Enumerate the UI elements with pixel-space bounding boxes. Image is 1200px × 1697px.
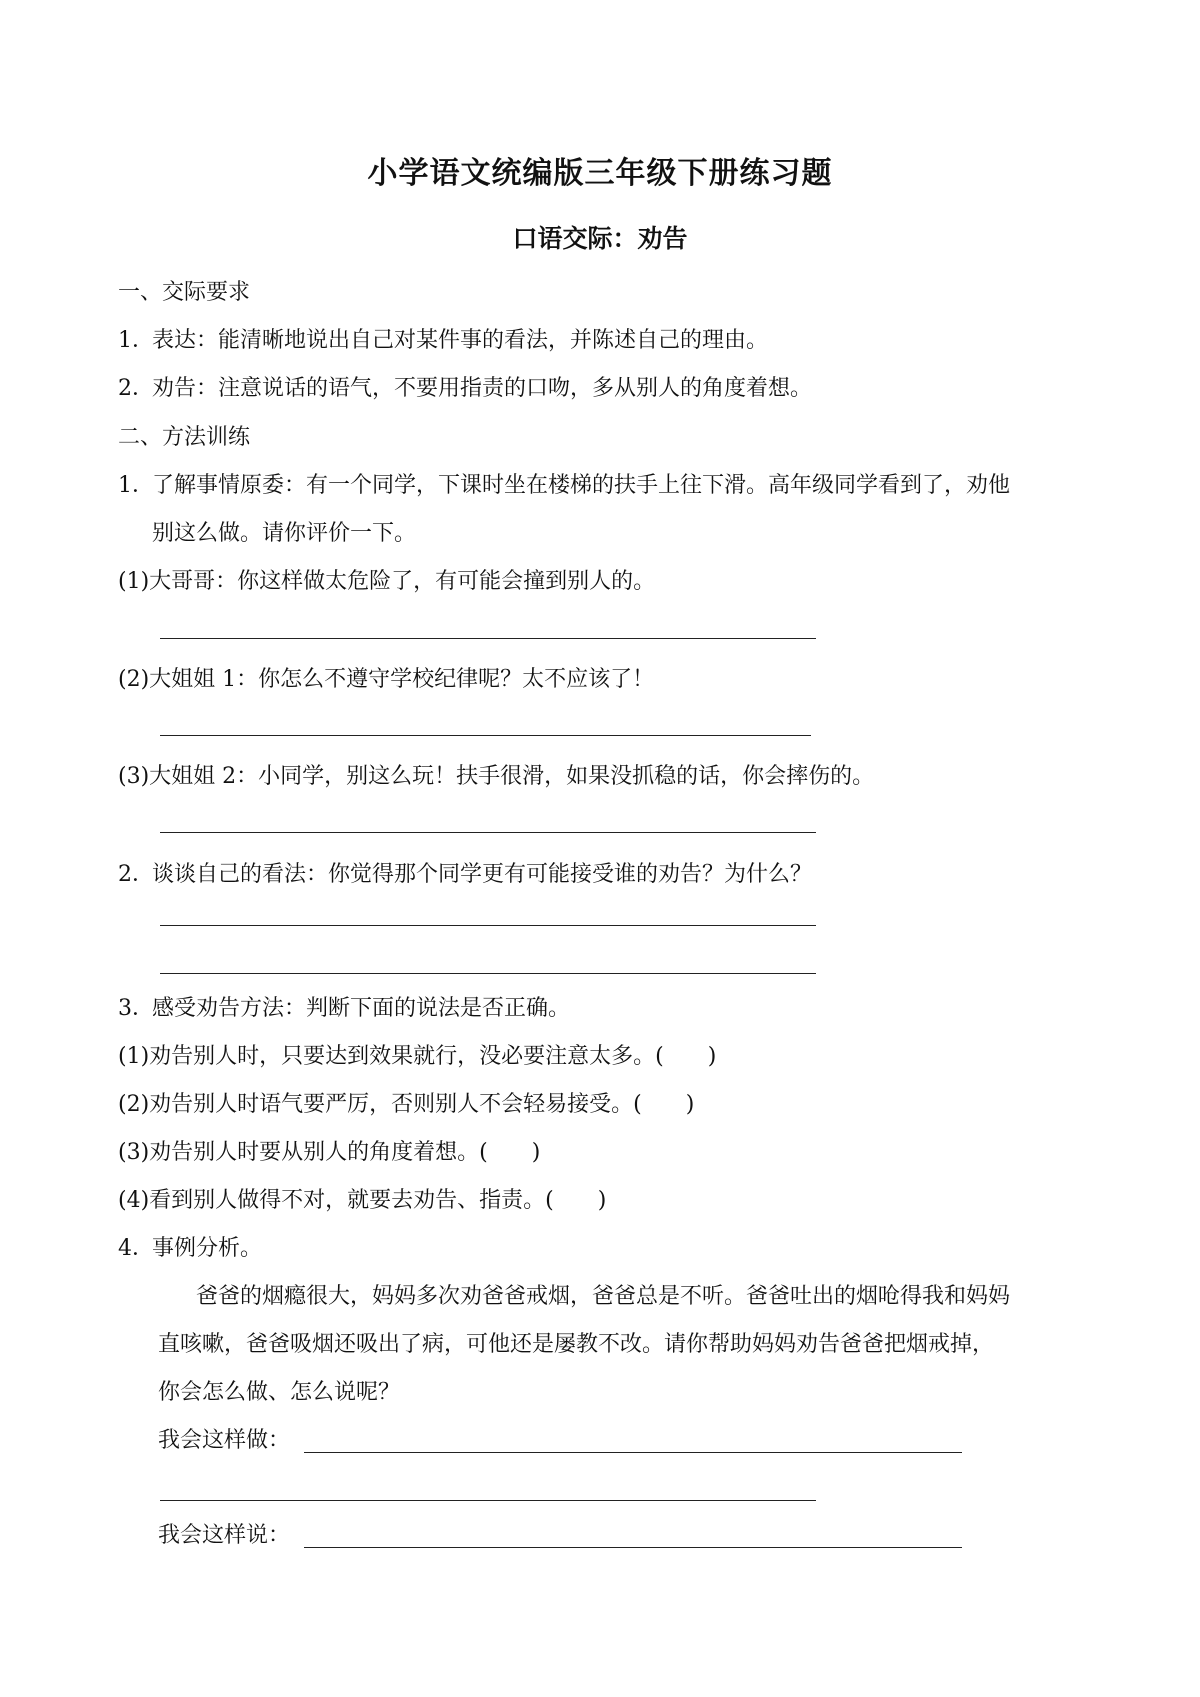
question-text: 了解事情原委：有一个同学，下课时坐在楼梯的扶手上往下滑。高年级同学看到了，劝他	[152, 473, 1011, 498]
question-number: 4．	[118, 1236, 154, 1261]
question-3	[118, 994, 570, 1024]
question-4	[118, 1234, 262, 1264]
item-text: 表达：能清晰地说出自己对某件事的看法，并陈述自己的理由。	[152, 328, 769, 353]
q1-option-3: (3)大姐姐 2：小同学，别这么玩！扶手很滑，如果没抓稳的话，你会摔伤的。	[118, 764, 875, 789]
item-text: 劝告：注意说话的语气，不要用指责的口吻，多从别人的角度着想。	[152, 376, 813, 401]
section-heading-requirements: 一、交际要求	[118, 280, 251, 305]
judgment-item-3[interactable]: (3)劝告别人时要从别人的角度着想。( )	[118, 1140, 541, 1165]
question-number: 1．	[118, 473, 154, 498]
case-paragraph-line-3: 你会怎么做、怎么说呢？	[158, 1380, 401, 1405]
question-1-continuation: 别这么做。请你评价一下。	[152, 521, 417, 546]
answer-line-do-1[interactable]	[304, 1452, 962, 1453]
answer-line-do-2[interactable]	[160, 1500, 816, 1501]
answer-line-say-1[interactable]	[304, 1547, 962, 1548]
q1-option-1: (1)大哥哥：你这样做太危险了，有可能会撞到别人的。	[118, 569, 656, 594]
question-text: 事例分析。	[152, 1236, 263, 1261]
requirement-item	[118, 374, 812, 404]
page-title: 小学语文统编版三年级下册练习题	[367, 156, 833, 191]
judgment-item-2[interactable]: (2)劝告别人时语气要严厉，否则别人不会轻易接受。( )	[118, 1092, 695, 1117]
requirement-item	[118, 326, 768, 356]
q1-option-2: (2)大姐姐 1：你怎么不遵守学校纪律呢？太不应该了！	[118, 667, 655, 692]
answer-line-q2-2[interactable]	[160, 973, 816, 974]
judgment-item-1[interactable]: (1)劝告别人时，只要达到效果就行，没必要注意太多。( )	[118, 1044, 717, 1069]
answer-line-q1-2[interactable]	[160, 735, 811, 736]
item-number: 1．	[118, 328, 154, 353]
judgment-item-4[interactable]: (4)看到别人做得不对，就要去劝告、指责。( )	[118, 1188, 607, 1213]
item-number: 2．	[118, 376, 154, 401]
question-text: 感受劝告方法：判断下面的说法是否正确。	[152, 996, 571, 1021]
case-paragraph-line-2: 直咳嗽，爸爸吸烟还吸出了病，可他还是屡教不改。请你帮助妈妈劝告爸爸把烟戒掉，	[158, 1332, 995, 1357]
answer-line-q1-3[interactable]	[160, 832, 816, 833]
case-paragraph-line-1: 爸爸的烟瘾很大，妈妈多次劝爸爸戒烟，爸爸总是不听。爸爸吐出的烟呛得我和妈妈	[196, 1284, 1011, 1309]
question-1	[118, 471, 1010, 501]
question-text: 谈谈自己的看法：你觉得那个同学更有可能接受谁的劝告？为什么？	[152, 862, 813, 887]
say-label: 我会这样说：	[158, 1523, 291, 1548]
answer-line-q2-1[interactable]	[160, 925, 816, 926]
section-heading-training: 二、方法训练	[118, 425, 251, 450]
do-label: 我会这样做：	[158, 1428, 291, 1453]
question-number: 3．	[118, 996, 154, 1021]
page-subtitle: 口语交际：劝告	[512, 224, 688, 253]
question-2	[118, 860, 812, 890]
question-number: 2．	[118, 862, 154, 887]
answer-line-q1-1[interactable]	[160, 638, 816, 639]
